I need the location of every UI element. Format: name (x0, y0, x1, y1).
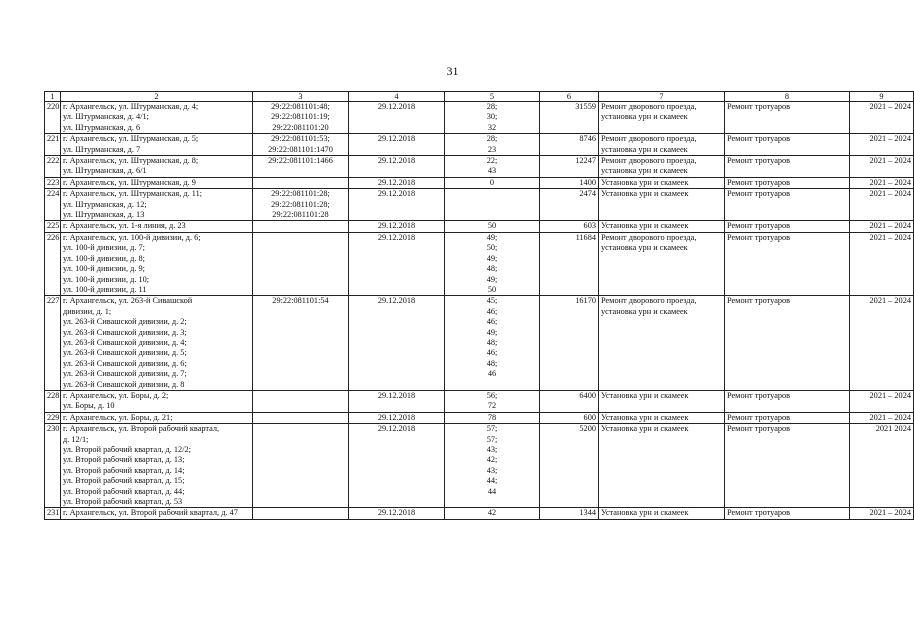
value-cell (445, 221, 540, 232)
cadastral-cell (253, 189, 349, 221)
header-col-9: 9 (850, 92, 914, 102)
cadastral-number: 29:22:081101:54 (272, 296, 329, 306)
address-line: ул. 100-й дивизии, д. 10; (63, 274, 150, 284)
cadastral-cell (253, 177, 349, 188)
date-cell (349, 134, 445, 156)
work-cell (599, 221, 725, 232)
cadastral-cell (253, 508, 349, 519)
value-line: 48; (486, 337, 498, 347)
work-cell (599, 177, 725, 188)
work-description: Ремонт дворового проезда, установка урн и скамеек (601, 156, 697, 176)
work-description: Установка урн и скамеек (601, 508, 689, 518)
table-row (45, 221, 914, 232)
value-line: 56; (486, 390, 498, 400)
date-value: 29.12.2018 (377, 156, 416, 166)
term-cell (850, 189, 914, 221)
extra-work-cell (725, 102, 850, 134)
address-line: г. Архангельск, ул. Боры, д. 21; (63, 412, 173, 422)
row-number: 223 (47, 177, 60, 187)
extra-work: Ремонт тротуаров (727, 508, 791, 518)
area-value: 1344 (579, 508, 596, 518)
row-number-cell (45, 508, 61, 519)
extra-work: Ремонт тротуаров (727, 134, 791, 144)
value-cell (445, 412, 540, 423)
address-line: ул. Штурманская, д. 6/1 (63, 166, 147, 176)
value-line: 22; (486, 156, 498, 166)
extra-work: Ремонт тротуаров (727, 102, 791, 111)
address-line: ул. 100-й дивизии, д. 7; (63, 243, 145, 253)
value-cell (445, 102, 540, 134)
work-cell (599, 232, 725, 295)
address-line: ул. Штурманская, д. 13 (63, 210, 145, 220)
area-cell (540, 412, 599, 423)
work-description: Установка урн и скамеек (601, 424, 689, 434)
value-line: 46; (486, 306, 498, 316)
address-line: ул. 263-й Сивашской дивизии, д. 6; (63, 358, 187, 368)
area-cell (540, 102, 599, 134)
date-cell (349, 412, 445, 423)
row-number-cell (45, 177, 61, 188)
value-line: 57; (486, 424, 498, 434)
date-value: 29.12.2018 (377, 134, 416, 144)
table-row (45, 156, 914, 178)
term-value: 2021 – 2024 (869, 102, 911, 111)
address-line: г. Архангельск, ул. Штурманская, д. 11; (63, 189, 203, 199)
address-line: ул. Второй рабочий квартал, д. 44; (63, 486, 185, 496)
date-value: 29.12.2018 (377, 189, 416, 199)
address-line: ул. Второй рабочий квартал, д. 12/2; (63, 445, 191, 454)
work-description: Установка урн и скамеек (601, 189, 689, 199)
address-line: г. Архангельск, ул. Боры, д. 2; (63, 390, 169, 400)
work-cell (599, 412, 725, 423)
extra-work: Ремонт тротуаров (727, 412, 791, 422)
date-value: 29.12.2018 (377, 102, 416, 111)
table-row (45, 232, 914, 295)
term-value: 2021 2024 (875, 424, 911, 434)
extra-work: Ремонт тротуаров (727, 424, 791, 434)
value-line: 72 (487, 401, 497, 411)
area-value: 600 (583, 412, 596, 422)
address-line: г. Архангельск, ул. Штурманская, д. 9 (63, 177, 196, 187)
extra-work-cell (725, 156, 850, 178)
extra-work: Ремонт тротуаров (727, 221, 791, 231)
value-line: 45; (486, 296, 498, 306)
row-number-cell (45, 221, 61, 232)
area-value: 5200 (579, 424, 596, 434)
row-number: 227 (47, 296, 60, 306)
work-description: Установка урн и скамеек (601, 412, 689, 422)
work-cell (599, 156, 725, 178)
date-cell (349, 296, 445, 391)
header-col-5: 5 (445, 92, 540, 102)
extra-work: Ремонт тротуаров (727, 390, 791, 400)
row-number: 231 (47, 508, 60, 518)
area-value: 603 (583, 221, 596, 231)
cadastral-number: 29:22:081101:28; (271, 199, 330, 209)
term-value: 2021 – 2024 (869, 296, 911, 306)
term-cell (850, 134, 914, 156)
date-cell (349, 508, 445, 519)
extra-work-cell (725, 390, 850, 412)
value-cell (445, 232, 540, 295)
address-line: г. Архангельск, ул. Штурманская, д. 8; (63, 156, 199, 166)
address-line: ул. Штурманская, д. 4/1; (63, 112, 149, 122)
row-number: 229 (47, 412, 60, 422)
address-line: ул. 263-й Сивашской дивизии, д. 3; (63, 327, 187, 337)
table-row (45, 508, 914, 519)
cadastral-cell (253, 424, 349, 508)
value-cell (445, 390, 540, 412)
extra-work-cell (725, 412, 850, 423)
address-cell (61, 134, 253, 156)
date-cell (349, 221, 445, 232)
work-description: Ремонт дворового проезда, установка урн и скамеек (601, 134, 697, 154)
row-number-cell (45, 424, 61, 508)
cadastral-number: 29:22:081101:48; (271, 102, 330, 111)
address-cell (61, 412, 253, 423)
value-line: 28; (486, 134, 498, 144)
table-header (45, 92, 914, 102)
address-line: г. Архангельск, ул. 1-я линия, д. 23 (63, 221, 186, 231)
header-col-2: 2 (61, 92, 253, 102)
registry-table (44, 91, 914, 520)
extra-work-cell (725, 424, 850, 508)
table-row (45, 390, 914, 412)
table-row (45, 102, 914, 134)
work-cell (599, 390, 725, 412)
extra-work: Ремонт тротуаров (727, 232, 791, 242)
area-cell (540, 390, 599, 412)
work-cell (599, 424, 725, 508)
term-cell (850, 508, 914, 519)
date-value: 29.12.2018 (377, 296, 416, 306)
area-cell (540, 134, 599, 156)
value-cell (445, 156, 540, 178)
term-value: 2021 – 2024 (869, 189, 911, 199)
cadastral-number: 29:22:081101:20 (272, 122, 329, 132)
address-line: г. Архангельск, ул. Штурманская, д. 4; (63, 102, 199, 111)
address-line: г. Архангельск, ул. 100-й дивизии, д. 6; (63, 232, 201, 242)
cadastral-cell (253, 296, 349, 391)
date-value: 29.12.2018 (377, 221, 416, 231)
area-value: 1400 (579, 177, 596, 187)
row-number: 221 (47, 134, 60, 144)
cadastral-cell (253, 102, 349, 134)
cadastral-cell (253, 390, 349, 412)
cadastral-number: 29:22:081101:53; (271, 134, 330, 144)
value-line: 49; (486, 253, 498, 263)
value-line: 50 (487, 284, 497, 294)
address-line: ул. Штурманская, д. 12; (63, 199, 147, 209)
table-body (45, 102, 914, 520)
header-col-1: 1 (45, 92, 61, 102)
value-line: 50; (486, 243, 498, 253)
value-cell (445, 134, 540, 156)
address-line: дивизии, д. 1; (63, 306, 112, 316)
term-cell (850, 232, 914, 295)
cadastral-number: 29:22:081101:28; (271, 189, 330, 199)
area-cell (540, 221, 599, 232)
date-cell (349, 177, 445, 188)
value-line: 46 (487, 369, 497, 379)
value-line: 23 (487, 144, 497, 154)
term-cell (850, 156, 914, 178)
value-line: 30; (486, 112, 498, 122)
cadastral-number: 29:22:081101:19; (271, 112, 330, 122)
address-line: ул. Боры, д. 10 (63, 401, 115, 411)
date-cell (349, 232, 445, 295)
address-line: ул. 263-й Сивашской дивизии, д. 5; (63, 348, 187, 358)
row-number: 220 (47, 102, 60, 111)
address-line: г. Архангельск, ул. Второй рабочий квартал, (63, 424, 220, 434)
address-line: ул. Второй рабочий квартал, д. 53 (63, 497, 183, 507)
row-number: 226 (47, 232, 60, 242)
row-number-cell (45, 189, 61, 221)
header-col-4: 4 (349, 92, 445, 102)
header-col-6: 6 (540, 92, 599, 102)
address-line: ул. 100-й дивизии, д. 8; (63, 253, 145, 263)
work-description: Ремонт дворового проезда, установка урн и скамеек (601, 232, 697, 253)
value-line: 78 (487, 412, 497, 422)
value-cell (445, 296, 540, 391)
area-cell (540, 424, 599, 508)
cadastral-number: 29:22:081101:28 (272, 210, 329, 220)
extra-work-cell (725, 134, 850, 156)
cadastral-cell (253, 156, 349, 178)
area-value: 2474 (579, 189, 596, 199)
term-cell (850, 296, 914, 391)
address-line: ул. 263-й Сивашской дивизии, д. 8 (63, 379, 185, 389)
date-cell (349, 424, 445, 508)
address-line: ул. Второй рабочий квартал, д. 13; (63, 455, 185, 465)
address-cell (61, 189, 253, 221)
row-number-cell (45, 232, 61, 295)
address-line: ул. Второй рабочий квартал, д. 15; (63, 476, 185, 486)
row-number: 225 (47, 221, 60, 231)
cadastral-cell (253, 412, 349, 423)
value-line: 48; (486, 358, 498, 368)
header-col-3: 3 (253, 92, 349, 102)
work-description: Ремонт дворового проезда, установка урн и скамеек (601, 296, 697, 316)
row-number-cell (45, 156, 61, 178)
value-line: 42 (487, 508, 497, 518)
term-cell (850, 221, 914, 232)
work-description: Ремонт дворового проезда, установка урн и скамеек (601, 102, 697, 122)
term-cell (850, 390, 914, 412)
term-value: 2021 – 2024 (869, 412, 911, 422)
address-line: д. 12/1; (63, 434, 89, 444)
row-number: 224 (47, 189, 60, 199)
table-row (45, 177, 914, 188)
table-row (45, 296, 914, 391)
term-value: 2021 – 2024 (869, 390, 911, 400)
table-row (45, 412, 914, 423)
term-cell (850, 177, 914, 188)
row-number-cell (45, 134, 61, 156)
address-line: ул. 100-й дивизии, д. 11 (63, 284, 147, 294)
term-cell (850, 424, 914, 508)
row-number-cell (45, 412, 61, 423)
area-cell (540, 177, 599, 188)
work-description: Установка урн и скамеек (601, 177, 689, 187)
extra-work: Ремонт тротуаров (727, 189, 791, 199)
extra-work-cell (725, 508, 850, 519)
value-line: 44; (486, 476, 498, 486)
address-line: ул. 263-й Сивашской дивизии, д. 7; (63, 369, 187, 379)
value-line: 57; (486, 434, 498, 444)
area-value: 16170 (575, 296, 596, 306)
area-cell (540, 508, 599, 519)
date-value: 29.12.2018 (377, 412, 416, 422)
value-cell (445, 508, 540, 519)
address-cell (61, 102, 253, 134)
value-line: 49; (486, 274, 498, 284)
work-cell (599, 296, 725, 391)
work-cell (599, 134, 725, 156)
value-cell (445, 177, 540, 188)
area-cell (540, 296, 599, 391)
address-line: ул. Штурманская, д. 6 (63, 122, 141, 132)
area-value: 12247 (575, 156, 596, 166)
row-number-cell (45, 102, 61, 134)
cadastral-number: 29:22:081101:1466 (268, 156, 333, 166)
cadastral-cell (253, 134, 349, 156)
value-line: 32 (487, 122, 497, 132)
value-line: 46; (486, 348, 498, 358)
value-cell (445, 189, 540, 221)
term-value: 2021 – 2024 (869, 134, 911, 144)
value-line: 49; (486, 327, 498, 337)
table-row (45, 134, 914, 156)
address-line: ул. 100-й дивизии, д. 9; (63, 264, 145, 274)
work-description: Установка урн и скамеек (601, 221, 689, 231)
term-value: 2021 – 2024 (869, 232, 911, 242)
value-line: 46; (486, 317, 498, 327)
value-line: 0 (489, 177, 495, 187)
value-line: 50 (487, 221, 497, 231)
address-cell (61, 177, 253, 188)
address-line: г. Архангельск, ул. Второй рабочий квартал, д. 47 (63, 508, 238, 518)
date-cell (349, 390, 445, 412)
header-row (45, 92, 914, 102)
term-cell (850, 102, 914, 134)
address-cell (61, 221, 253, 232)
date-cell (349, 156, 445, 178)
address-line: ул. Второй рабочий квартал, д. 14; (63, 465, 185, 475)
address-cell (61, 508, 253, 519)
value-line: 42; (486, 455, 498, 465)
address-line: ул. 263-й Сивашской дивизии, д. 4; (63, 337, 187, 347)
term-value: 2021 – 2024 (869, 177, 911, 187)
cadastral-number: 29:22:081101:1470 (268, 144, 333, 154)
work-description: Установка урн и скамеек (601, 390, 689, 400)
value-line: 43; (486, 445, 498, 454)
term-value: 2021 – 2024 (869, 221, 911, 231)
row-number-cell (45, 390, 61, 412)
date-cell (349, 189, 445, 221)
date-value: 29.12.2018 (377, 424, 416, 434)
extra-work-cell (725, 221, 850, 232)
address-cell (61, 390, 253, 412)
value-line: 43 (487, 166, 497, 176)
value-line: 49; (486, 232, 498, 242)
extra-work-cell (725, 189, 850, 221)
date-cell (349, 102, 445, 134)
cadastral-cell (253, 232, 349, 295)
term-value: 2021 – 2024 (869, 508, 911, 518)
address-cell (61, 156, 253, 178)
header-col-7: 7 (599, 92, 725, 102)
row-number: 228 (47, 390, 60, 400)
table-row (45, 189, 914, 221)
address-cell (61, 296, 253, 391)
extra-work-cell (725, 177, 850, 188)
area-cell (540, 156, 599, 178)
date-value: 29.12.2018 (377, 177, 416, 187)
extra-work-cell (725, 296, 850, 391)
area-value: 8746 (579, 134, 596, 144)
address-cell (61, 424, 253, 508)
row-number: 230 (47, 424, 60, 434)
area-cell (540, 232, 599, 295)
header-col-8: 8 (725, 92, 850, 102)
page-number: 31 (446, 64, 459, 78)
row-number-cell (45, 296, 61, 391)
term-cell (850, 412, 914, 423)
date-value: 29.12.2018 (377, 508, 416, 518)
value-line: 43; (486, 465, 498, 475)
work-cell (599, 102, 725, 134)
area-cell (540, 189, 599, 221)
value-line: 44 (487, 486, 497, 496)
area-value: 31559 (575, 102, 596, 111)
term-value: 2021 – 2024 (869, 156, 911, 166)
address-line: г. Архангельск, ул. Штурманская, д. 5; (63, 134, 199, 144)
address-cell (61, 232, 253, 295)
address-line: ул. 263-й Сивашской дивизии, д. 2; (63, 317, 187, 327)
extra-work: Ремонт тротуаров (727, 296, 791, 306)
area-value: 6400 (579, 390, 596, 400)
address-line: ул. Штурманская, д. 7 (63, 144, 141, 154)
date-value: 29.12.2018 (377, 232, 416, 242)
address-line: г. Архангельск, ул. 263-й Сивашской (63, 296, 193, 306)
extra-work: Ремонт тротуаров (727, 177, 791, 187)
value-line: 48; (486, 264, 498, 274)
work-cell (599, 189, 725, 221)
work-cell (599, 508, 725, 519)
date-value: 29.12.2018 (377, 390, 416, 400)
row-number: 222 (47, 156, 60, 166)
cadastral-cell (253, 221, 349, 232)
value-cell (445, 424, 540, 508)
extra-work: Ремонт тротуаров (727, 156, 791, 166)
table-row (45, 424, 914, 508)
extra-work-cell (725, 232, 850, 295)
value-line: 28; (486, 102, 498, 111)
area-value: 11684 (575, 232, 596, 242)
